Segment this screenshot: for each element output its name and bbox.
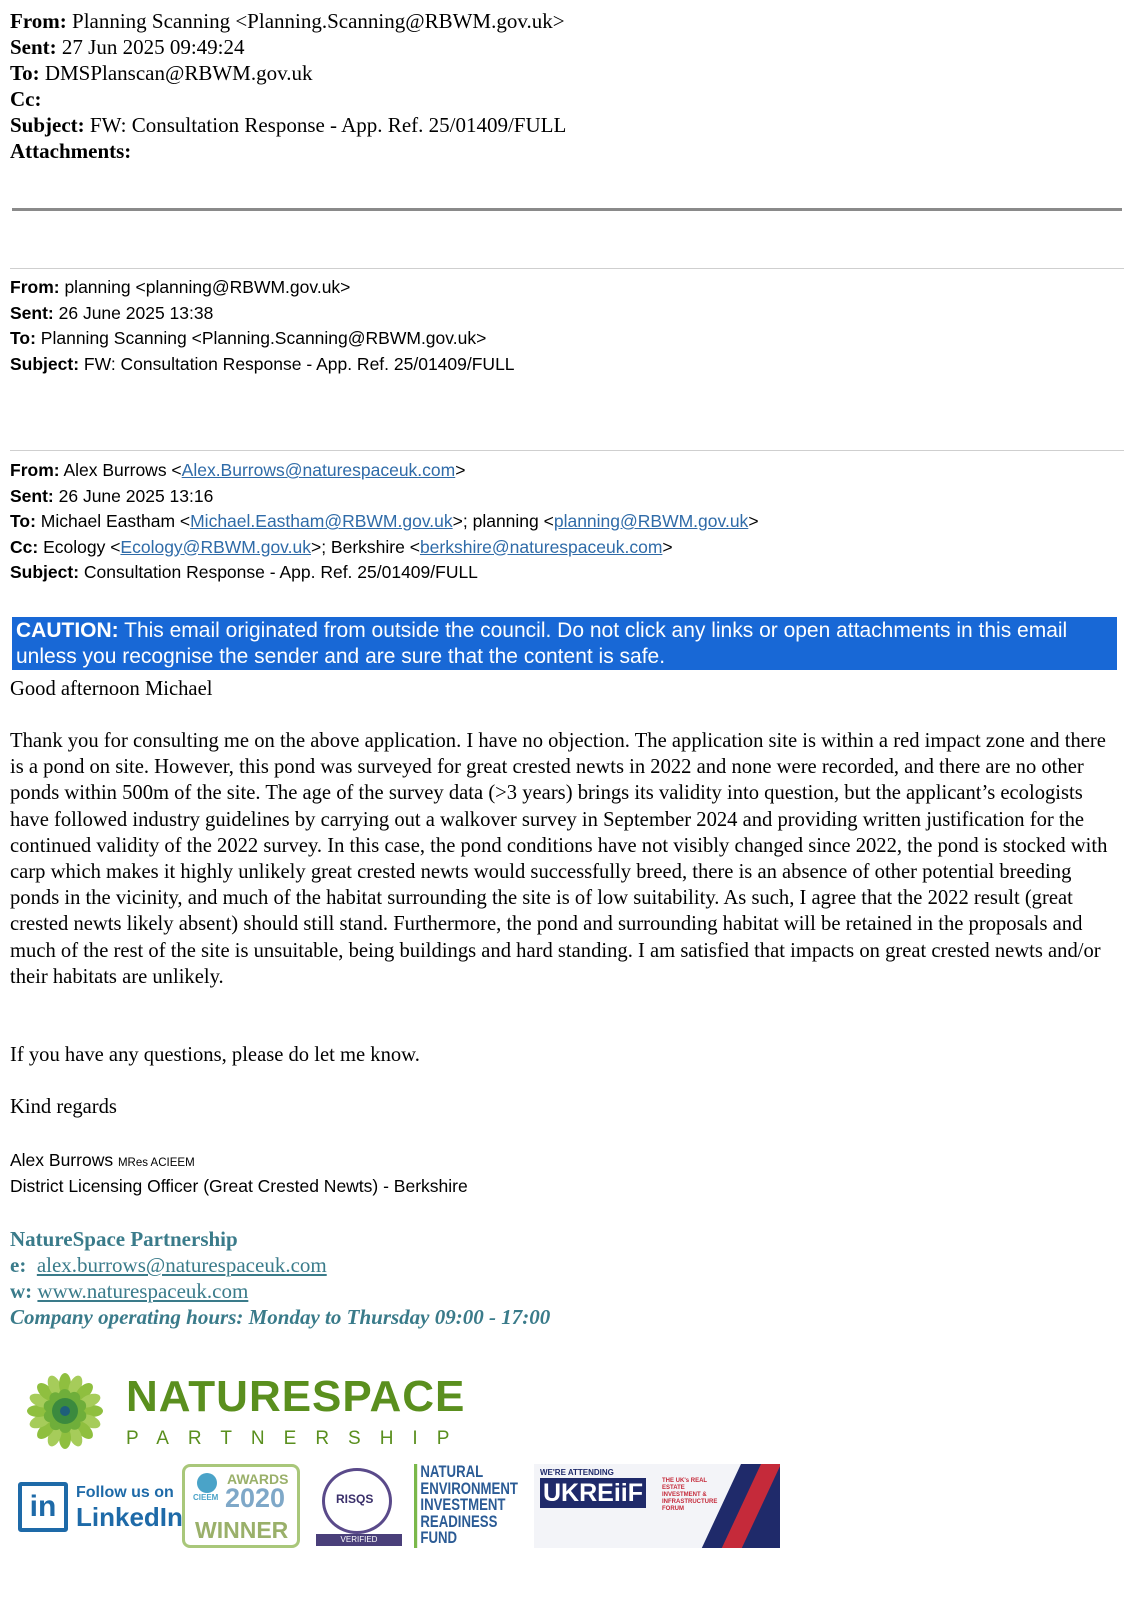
signature-web-link[interactable]: www.naturespaceuk.com [37,1279,249,1303]
forward2-subject: Subject: Consultation Response - App. Ref. 25/01409/FULL [10,562,478,582]
caution-label: CAUTION: [16,619,119,642]
caution-text: This email originated from outside the council. Do not click any links or open attachments in this email unless you recognise the sender and are sure that the content is safe. [16,619,1068,668]
caution-banner [12,617,1117,670]
partnership-wordmark: PARTNERSHIP [126,1428,469,1449]
forward1-header [10,275,515,377]
greeting: Good afternoon Michael [10,678,213,700]
ukreiif-wordmark: UKREiiF [540,1478,646,1508]
signature-web-line: w: www.naturespaceuk.com [10,1279,249,1303]
forward2-cc: Cc: Ecology <Ecology@RBWM.gov.uk>; Berkshire <berkshire@naturespaceuk.com> [10,536,673,557]
cieem-logo-icon [197,1473,217,1493]
outer-cc: Cc: [10,87,42,111]
linkedin-icon: in [18,1482,68,1532]
risqs-badge: RISQS VERIFIED [308,1468,410,1548]
cc-email-link-1[interactable]: Ecology@RBWM.gov.uk [120,536,311,557]
cieem-awards-badge: CIEEM AWARDS 2020 WINNER [182,1464,300,1548]
neirf-badge: NATURAL ENVIRONMENT INVESTMENT READINESS FUND [414,1464,504,1548]
forward1-divider [10,268,1124,269]
forward2-header [10,458,759,586]
flower-icon [20,1366,110,1456]
cc-email-link-2[interactable]: berkshire@naturespaceuk.com [419,536,663,557]
outer-attachments: Attachments: [10,139,132,163]
signature-role: District Licensing Officer (Great Crested Newts) - Berkshire [10,1176,468,1196]
signature-name: Alex Burrows [10,1150,114,1170]
linkedin-badge[interactable]: in Follow us on LinkedIn [18,1478,178,1534]
regards-line: Kind regards [10,1096,117,1118]
forward1-to: To: Planning Scanning <Planning.Scanning@RBWM.gov.uk> [10,328,487,348]
signature-email-link[interactable]: alex.burrows@naturespaceuk.com [36,1253,327,1277]
to-email-link-1[interactable]: Michael.Eastham@RBWM.gov.uk [190,511,453,531]
forward1-subject: Subject: FW: Consultation Response - App. Ref. 25/01409/FULL [10,353,515,374]
to-email-link-2[interactable]: planning@RBWM.gov.uk [553,511,749,531]
header-divider [12,208,1122,211]
forward1-from: From: planning <planning@RBWM.gov.uk> [10,277,351,297]
signature-credentials: MRes ACIEEM [117,1157,195,1169]
forward1-sent: Sent: 26 June 2025 13:38 [10,302,214,323]
questions-line: If you have any questions, please do let me know. [10,1044,420,1066]
forward2-to: To: Michael Eastham <Michael.Eastham@RBWM.gov.uk>; planning <planning@RBWM.gov.uk> [10,511,759,531]
signature-hours: Company operating hours: Monday to Thursday 09:00 - 17:00 [10,1305,551,1329]
naturespace-logo [20,1368,469,1458]
outer-header [10,8,566,164]
naturespace-wordmark: NATURESPACE [126,1372,466,1421]
outer-from: From: Planning Scanning <Planning.Scanning@RBWM.gov.uk> [10,9,565,33]
forward2-sent: Sent: 26 June 2025 13:16 [10,485,214,506]
outer-subject: Subject: FW: Consultation Response - App. Ref. 25/01409/FULL [10,113,567,137]
forward2-divider [10,450,1124,451]
signature-email-line: e: alex.burrows@naturespaceuk.com [10,1253,327,1277]
outer-to: To: DMSPlanscan@RBWM.gov.uk [10,61,313,85]
from-email-link[interactable]: Alex.Burrows@naturespaceuk.com [181,460,456,480]
signature-name-line [10,1148,195,1177]
forward2-from: From: Alex Burrows <Alex.Burrows@naturespaceuk.com> [10,460,466,480]
body-paragraph: Thank you for consulting me on the above application. I have no objection. The application site is within a red impact zone and there is a pond on site. However, this pond was surveyed for great crested newts in 2022 and none were recorded, and there are no other ponds within 500m of the site. The age of the survey data (>3 years) brings its validity into question, but the applicant’s ecologists have followed industry guidelines by carrying out a walkover survey in September 2024 and providing written justification for the continued validity of the 2022 survey. In this case, the pond conditions have not visibly changed since 2022, the pond is stocked with carp which makes it highly unlikely great crested newts would successfully breed, there is an absence of other potential breeding ponds in the vicinity, and much of the habitat surrounding the site is of low suitability. As such, I agree that the 2022 result (great crested newts likely absent) should still stand. Furthermore, the pond and surrounding habitat will be retained in the proposals and much of the rest of the site is unsuitable, being buildings and hard standing. I am satisfied that impacts on great crested newts and/or their habitats are unlikely. [10,730,1108,988]
signature-org: NatureSpace Partnership [10,1227,238,1251]
outer-sent: Sent: 27 Jun 2025 09:49:24 [10,35,245,59]
ukreiif-badge: WE'RE ATTENDING UKREiiF THE UK's REAL ESTATE INVESTMENT & INFRASTRUCTURE FORUM [534,1464,780,1548]
